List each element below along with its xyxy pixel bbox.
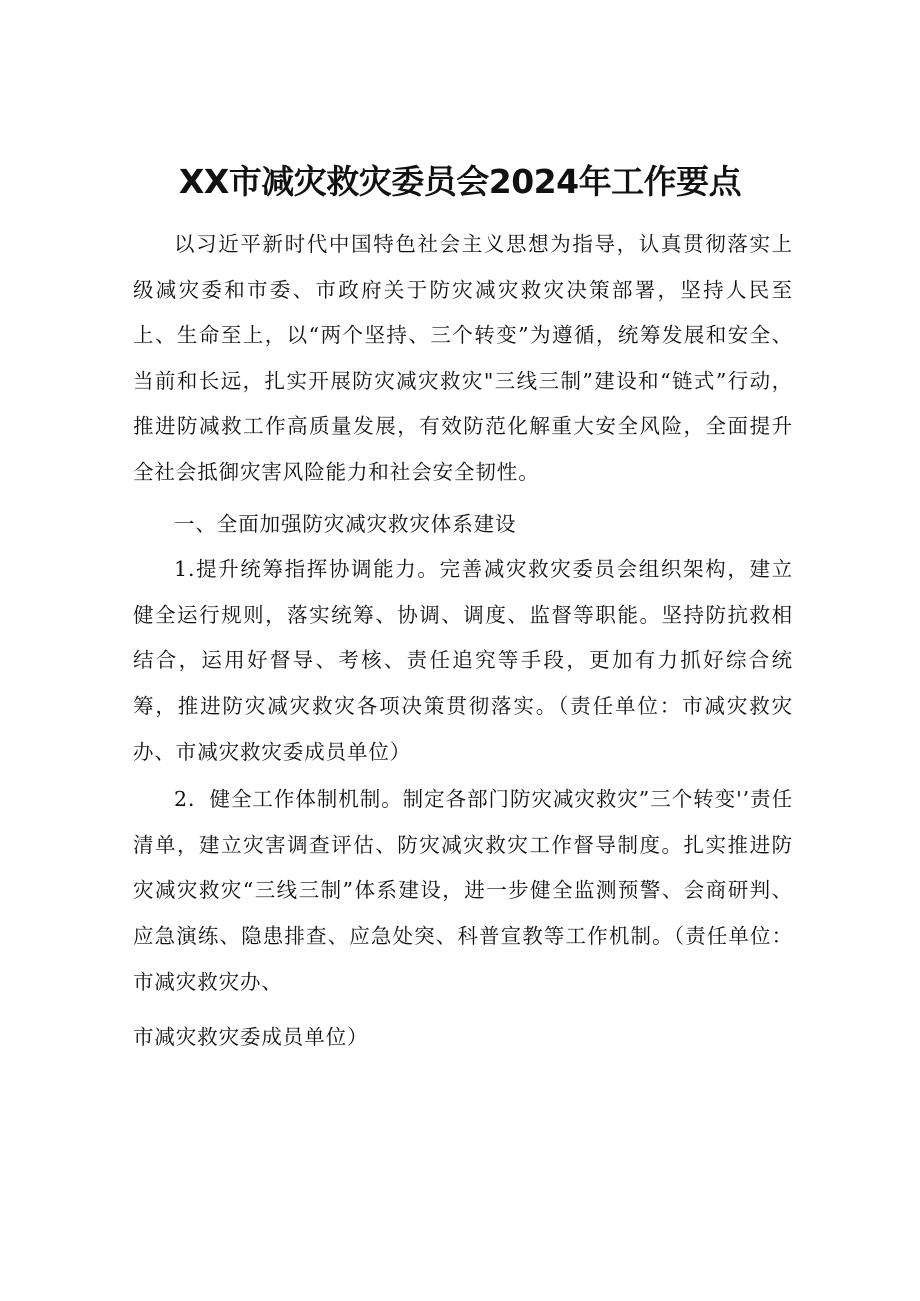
intro-paragraph: 以习近平新时代中国特色社会主义思想为指导，认真贯彻落实上级减灾委和市委、市政府关于防灾减灾救灾决策部署，坚持人民至上、生命至上，以“两个坚持、三个转变”为遵循，统筹发展和安全、当前和长远，扎实开展防灾减灾救灾"三线三制”建设和“链式”行动，推进防减救工作高质量发展，有效防范化解重大安全风险，全面提升全社会抵御灾害风险能力和社会安全韧性。 — [133, 232, 793, 484]
section-heading: 一、全面加强防灾减灾救灾体系建设 — [174, 511, 517, 536]
item-1-paragraph: 1.提升统筹指挥协调能力。完善减灾救灾委员会组织架构，建立健全运行规则，落实统筹、协调、调度、监督等职能。坚持防抗救相结合，运用好督导、考核、责任追究等手段，更加有力抓好综合统筹，推进防灾减灾救灾各项决策贯彻落实。（责任单位：市减灾救灾办、市减灾救灾委成员单位） — [133, 557, 793, 764]
item-2-paragraph: 2．健全工作体制机制。制定各部门防灾减灾救灾”三个转变'’责任清单，建立灾害调查评估、防灾减灾救灾工作督导制度。扎实推进防灾减灾救灾“三线三制”体系建设，进一步健全监测预警、会商研判、应急演练、隐患排查、应急处突、科普宣教等工作机制。（责任单位：市减灾救灾办、 — [133, 787, 793, 994]
document-body — [133, 222, 793, 1061]
document-title: XX市减灾救灾委员会2024年工作要点 — [178, 162, 742, 201]
item-2-tail-paragraph: 市减灾救灾委成员单位） — [133, 1025, 369, 1050]
